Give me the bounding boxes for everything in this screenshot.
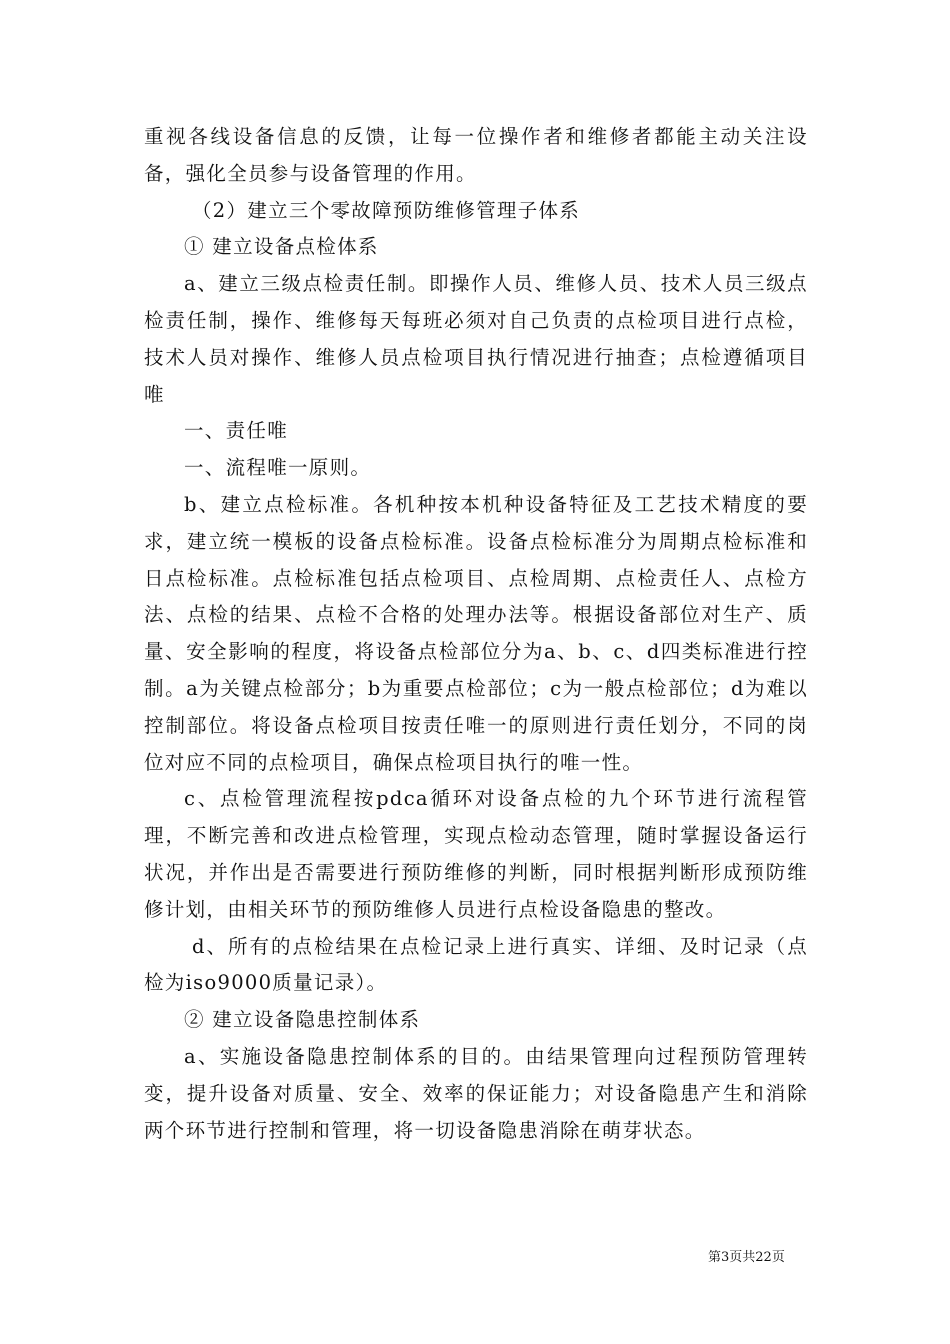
paragraph-6: 一、流程唯一原则。 <box>184 456 372 480</box>
paragraph-1: 重视各线设备信息的反馈，让每一位操作者和维修者都能主动关注设备，强化全员参与设备管理的作用。 <box>144 125 808 185</box>
paragraph-11: a、实施设备隐患控制体系的目的。由结果管理向过程预防管理转变，提升设备对质量、安全、效率的保证能力；对设备隐患产生和消除两个环节进行控制和管理，将一切设备隐患消除在萌芽状态。 <box>144 1044 808 1142</box>
paragraph-7: b、建立点检标准。各机种按本机种设备特征及工艺技术精度的要求，建立统一模板的设备点检标准。设备点检标准分为周期点检标准和日点检标准。点检标准包括点检项目、点检周期、点检责任人、点检方法、点检的结果、点检不合格的处理办法等。根据设备部位对生产、质量、安全影响的程度，将设备点检部位分为a、b、c、d四类标准进行控制。a为关键点检部分；b为重要点检部位；c为一般点检部位；d为难以控制部位。将设备点检项目按责任唯一的原则进行责任划分，不同的岗位对应不同的点检项目，确保点检项目执行的唯一性。 <box>144 492 808 774</box>
paragraph-10: ② 建立设备隐患控制体系 <box>184 1008 421 1032</box>
paragraph-4: a、建立三级点检责任制。即操作人员、维修人员、技术人员三级点检责任制，操作、维修每天每班必须对自己负责的点检项目进行点检，技术人员对操作、维修人员点检项目执行情况进行抽查；点检遵循项目唯 <box>144 272 808 406</box>
paragraph-5: 一、责任唯 <box>184 419 289 443</box>
document-body <box>144 119 808 1149</box>
paragraph-9: d、所有的点检结果在点检记录上进行真实、详细、及时记录（点检为iso9000质量记录）。 <box>144 934 808 995</box>
page-number: 第3页共22页 <box>708 1250 785 1265</box>
paragraph-8: c、点检管理流程按pdca循环对设备点检的九个环节进行流程管理，不断完善和改进点检管理，实现点检动态管理，随时掌握设备运行状况，并作出是否需要进行预防维修的判断，同时根据判断形成预防维修计划，由相关环节的预防维修人员进行点检设备隐患的整改。 <box>144 787 808 921</box>
paragraph-2: （2）建立三个零故障预防维修管理子体系 <box>192 198 581 222</box>
paragraph-3: ① 建立设备点检体系 <box>184 235 379 259</box>
